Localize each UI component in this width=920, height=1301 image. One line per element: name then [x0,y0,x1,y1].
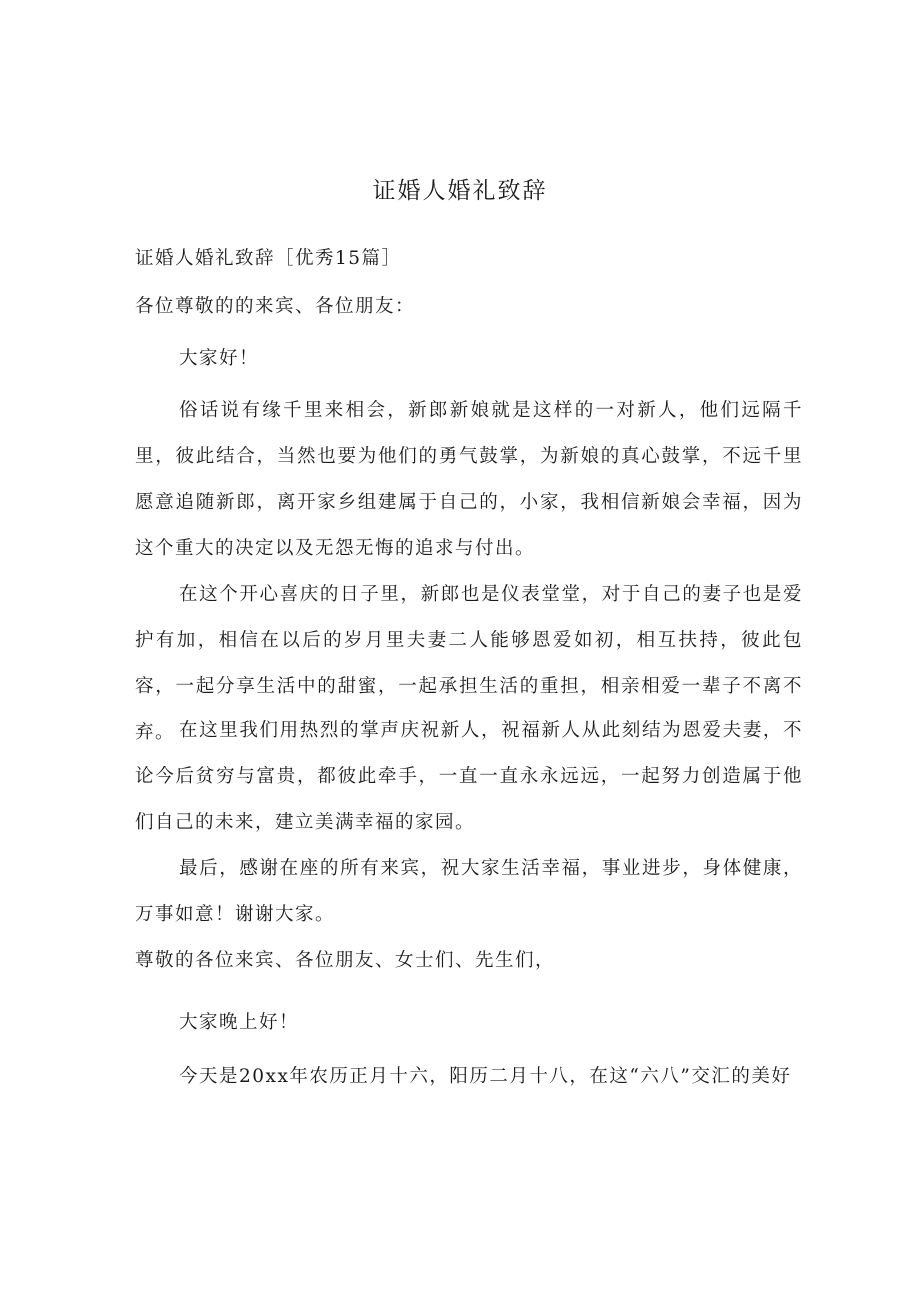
paragraph-3: 在这里我们用热烈的掌声庆祝新人，祝福新人从此刻结为恩爱夫妻，不论今后贫穷与富贵，都彼此牵手，一直一直永永远远，一起努力创造属于他们自己的未来，建立美满幸福的家园。 [135,720,803,833]
hello-line-2: 大家晚上好！ [179,1012,300,1033]
greeting-line-2: 尊敬的各位来宾、各位朋友、女士们、先生们， [135,950,556,971]
paragraph-1: 俗话说有缘千里来相会，新郎新娘就是这样的一对新人，他们远隔千里，彼此结合，当然也要为他们的勇气鼓掌，为新娘的真心鼓掌，不远千里愿意追随新郎，离开家乡组建属于自己的，小家，我相信新娘会幸福，因为这个重大的决定以及无怨无悔的追求与付出。 [135,400,803,559]
hello-line: 大家好！ [179,348,260,369]
document-subtitle: 证婚人婚礼致辞［优秀15篇］ [135,248,402,269]
greeting-line: 各位尊敬的的来宾、各位朋友： [135,296,416,317]
paragraph-5: 今天是20xx年农历正月十六，阳历二月十八，在这“六八”交汇的美好 [179,1066,792,1087]
paragraph-4: 最后，感谢在座的所有来宾，祝大家生活幸福，事业进步，身体健康，万事如意！谢谢大家。 [135,858,803,925]
paragraph-2: 在这个开心喜庆的日子里，新郎也是仪表堂堂，对于自己的妻子也是爱护有加，相信在以后的岁月里夫妻二人能够恩爱如初，相互扶持，彼此包容，一起分享生活中的甜蜜，一起承担生活的重担，相亲相爱一辈子不离不弃。 [135,584,803,743]
document-title: 证婚人婚礼致辞 [372,178,548,204]
